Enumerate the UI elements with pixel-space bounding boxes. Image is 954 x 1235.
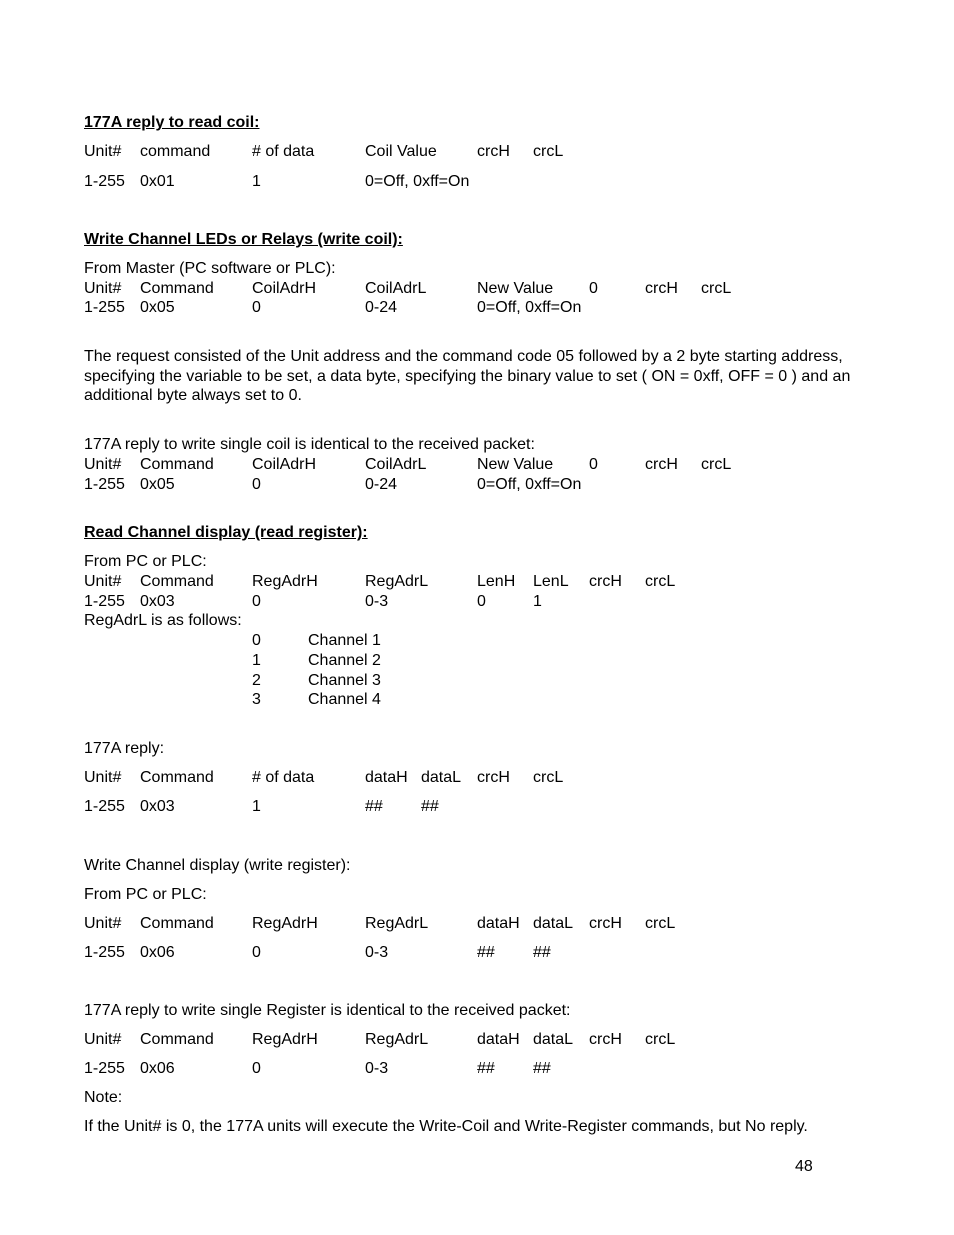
table-header-cell: RegAdrH (252, 915, 318, 932)
table-cell: 0=Off, 0xff=On (477, 476, 582, 493)
table-header-cell: Command (140, 280, 214, 297)
table-header-cell: crcL (701, 456, 732, 473)
table-cell: 0=Off, 0xff=On (477, 299, 582, 316)
table-cell: 1-255 (84, 173, 125, 190)
table-header-cell: Command (140, 1031, 214, 1048)
table-header-cell: Command (140, 915, 214, 932)
page-number: 48 (795, 1158, 813, 1175)
table-cell: 1 (252, 798, 261, 815)
table-header-cell: Command (140, 456, 214, 473)
table-header-cell: CoilAdrH (252, 456, 317, 473)
section-heading-read-register: Read Channel display (read register): (84, 524, 368, 541)
table-cell: 0-24 (365, 476, 398, 493)
write-register-reply-label: 177A reply to write single Register is identical to the received packet: (84, 1002, 571, 1019)
channel-number: 1 (252, 652, 261, 669)
table-cell: 0x06 (140, 1060, 175, 1077)
write-coil-reply-label: 177A reply to write single coil is identical to the received packet: (84, 436, 535, 453)
table-header-cell: crcL (701, 280, 732, 297)
table-header-cell: RegAdrH (252, 573, 318, 590)
table-cell: 1-255 (84, 944, 125, 961)
table-header-cell: crcH (477, 769, 510, 786)
table-header-cell: Unit# (84, 915, 122, 932)
channel-number: 0 (252, 632, 261, 649)
channel-number: 3 (252, 691, 261, 708)
table-header-cell: RegAdrL (365, 915, 429, 932)
table-cell: 0=Off, 0xff=On (365, 173, 470, 190)
table-header-cell: LenL (533, 573, 569, 590)
table-header-cell: Unit# (84, 280, 122, 297)
table-header-cell: Unit# (84, 143, 122, 160)
table-cell: 0 (252, 1060, 261, 1077)
table-cell: 0-3 (365, 944, 389, 961)
table-header-cell: 0 (589, 280, 598, 297)
table-header-cell: dataH (477, 915, 520, 932)
table-header-cell: RegAdrL (365, 1031, 429, 1048)
table-cell: 1-255 (84, 593, 125, 610)
table-header-cell: crcH (589, 573, 622, 590)
table-header-cell: Unit# (84, 456, 122, 473)
read-register-reply-label: 177A reply: (84, 740, 165, 757)
table-cell: 0x05 (140, 299, 175, 316)
table-header-cell: # of data (252, 143, 315, 160)
table-cell: 0 (252, 299, 261, 316)
table-header-cell: crcL (645, 573, 676, 590)
table-header-cell: dataL (421, 769, 462, 786)
section-heading-write-coil: Write Channel LEDs or Relays (write coil): (84, 231, 403, 248)
table-header-cell: # of data (252, 769, 315, 786)
table-header-cell: Command (140, 769, 214, 786)
table-header-cell: Coil Value (365, 143, 437, 160)
table-header-cell: dataH (365, 769, 408, 786)
table-cell: 1-255 (84, 798, 125, 815)
table-cell: 0x01 (140, 173, 175, 190)
table-header-cell: crcH (645, 456, 678, 473)
table-header-cell: New Value (477, 280, 554, 297)
table-header-cell: crcL (645, 1031, 676, 1048)
table-cell: 0-24 (365, 299, 398, 316)
table-cell: 1-255 (84, 299, 125, 316)
table-header-cell: CoilAdrH (252, 280, 317, 297)
table-header-cell: dataL (533, 915, 574, 932)
table-header-cell: dataH (477, 1031, 520, 1048)
table-header-cell: Unit# (84, 769, 122, 786)
table-cell: 0 (252, 944, 261, 961)
section-heading-write-register: Write Channel display (write register): (84, 857, 351, 874)
table-cell: ## (477, 944, 495, 961)
table-cell: ## (533, 1060, 551, 1077)
table-header-cell: dataL (533, 1031, 574, 1048)
section-heading-read-coil: 177A reply to read coil: (84, 114, 260, 131)
table-header-cell: CoilAdrL (365, 280, 427, 297)
table-header-cell: 0 (589, 456, 598, 473)
table-header-cell: RegAdrH (252, 1031, 318, 1048)
table-header-cell: Unit# (84, 1031, 122, 1048)
channel-name: Channel 3 (308, 672, 381, 689)
table-header-cell: command (140, 143, 211, 160)
channel-name: Channel 4 (308, 691, 381, 708)
channel-name: Channel 1 (308, 632, 381, 649)
regadrl-label: RegAdrL is as follows: (84, 612, 242, 629)
table-cell: ## (533, 944, 551, 961)
from-pc-label: From PC or PLC: (84, 886, 207, 903)
table-cell: 0-3 (365, 593, 389, 610)
from-pc-label: From PC or PLC: (84, 553, 207, 570)
table-cell: 1-255 (84, 476, 125, 493)
channel-number: 2 (252, 672, 261, 689)
table-header-cell: crcH (589, 1031, 622, 1048)
table-cell: 1-255 (84, 1060, 125, 1077)
table-header-cell: crcL (645, 915, 676, 932)
table-cell: 0x06 (140, 944, 175, 961)
table-header-cell: Command (140, 573, 214, 590)
write-coil-description: The request consisted of the Unit address and the command code 05 followed by a 2 byte starting address, specifying the variable to be set, a data byte, specifying the binary value to set ( ON = 0xff, OFF = 0 ) and an additional byte always set to 0. (84, 348, 851, 405)
table-header-cell: crcL (533, 769, 564, 786)
channel-name: Channel 2 (308, 652, 381, 669)
table-cell: 0-3 (365, 1060, 389, 1077)
note-text: If the Unit# is 0, the 177A units will execute the Write-Coil and Write-Register commands, but No reply. (84, 1118, 808, 1135)
table-header-cell: crcL (533, 143, 564, 160)
table-header-cell: RegAdrL (365, 573, 429, 590)
note-label: Note: (84, 1089, 123, 1106)
table-header-cell: CoilAdrL (365, 456, 427, 473)
table-cell: 0 (252, 476, 261, 493)
table-header-cell: New Value (477, 456, 554, 473)
table-cell: 0x03 (140, 798, 175, 815)
table-cell: ## (365, 798, 383, 815)
table-cell: 1 (533, 593, 542, 610)
table-header-cell: crcH (477, 143, 510, 160)
table-cell: 0x03 (140, 593, 175, 610)
from-master-label: From Master (PC software or PLC): (84, 260, 336, 277)
table-header-cell: LenH (477, 573, 516, 590)
table-cell: 0 (252, 593, 261, 610)
table-cell: ## (477, 1060, 495, 1077)
table-header-cell: crcH (589, 915, 622, 932)
table-header-cell: Unit# (84, 573, 122, 590)
table-cell: 0 (477, 593, 486, 610)
table-cell: 0x05 (140, 476, 175, 493)
table-cell: 1 (252, 173, 261, 190)
table-cell: ## (421, 798, 439, 815)
table-header-cell: crcH (645, 280, 678, 297)
